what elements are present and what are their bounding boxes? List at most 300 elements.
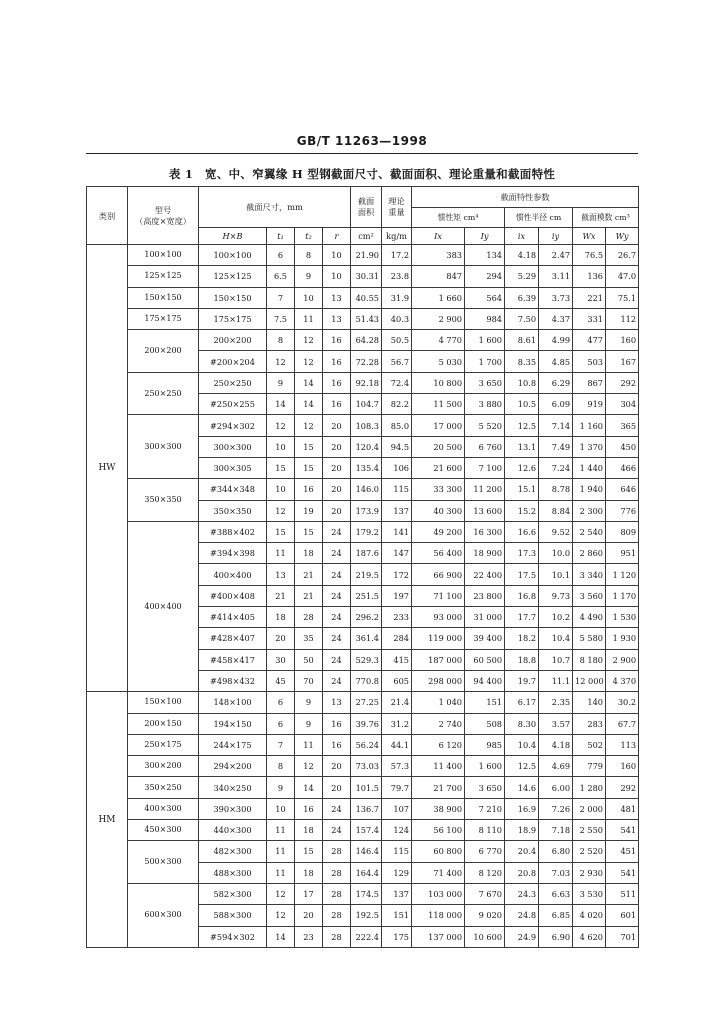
cell-Wx: 221 [573, 287, 606, 308]
cell-iy: 7.24 [539, 457, 573, 478]
cell-Wy: 809 [606, 521, 639, 542]
cell-weight: 233 [382, 607, 412, 628]
cell-r: 24 [323, 521, 351, 542]
cell-hb: #388×402 [199, 521, 267, 542]
cell-Wy: 160 [606, 756, 639, 777]
model-cell: 100×100 [128, 245, 199, 266]
cell-t2: 28 [295, 607, 323, 628]
cell-weight: 115 [382, 841, 412, 862]
cell-Wy: 646 [606, 479, 639, 500]
cell-Wy: 365 [606, 415, 639, 436]
cell-hb: 148×100 [199, 692, 267, 713]
cell-r: 20 [323, 436, 351, 457]
cell-ix: 18.8 [505, 649, 539, 670]
cell-weight: 94.5 [382, 436, 412, 457]
cell-weight: 57.3 [382, 756, 412, 777]
cell-Iy: 6 770 [465, 841, 505, 862]
cell-weight: 56.7 [382, 351, 412, 372]
cell-weight: 415 [382, 649, 412, 670]
cell-hb: #414×405 [199, 607, 267, 628]
cell-t1: 20 [267, 628, 295, 649]
cell-r: 16 [323, 713, 351, 734]
cell-Ix: 847 [412, 266, 465, 287]
cell-Wx: 1 940 [573, 479, 606, 500]
cell-hb: #394×398 [199, 543, 267, 564]
cell-t2: 19 [295, 500, 323, 521]
cell-area: 101.5 [351, 777, 382, 798]
cell-t2: 14 [295, 777, 323, 798]
cell-hb: #294×302 [199, 415, 267, 436]
cell-Wx: 331 [573, 308, 606, 329]
cell-Wx: 3 530 [573, 883, 606, 904]
cell-ix: 10.5 [505, 394, 539, 415]
cell-Wx: 2 300 [573, 500, 606, 521]
col-radius: 惯性半径 cm [505, 208, 573, 228]
col-area-unit: cm² [351, 228, 382, 245]
cell-hb: 440×300 [199, 820, 267, 841]
cell-Iy: 13 600 [465, 500, 505, 521]
cell-r: 24 [323, 585, 351, 606]
table-row [87, 692, 639, 713]
cell-Iy: 1 700 [465, 351, 505, 372]
cell-t2: 12 [295, 756, 323, 777]
cell-t2: 10 [295, 287, 323, 308]
table-row [87, 330, 639, 351]
cell-hb: 482×300 [199, 841, 267, 862]
cell-t1: 9 [267, 372, 295, 393]
cell-weight: 151 [382, 905, 412, 926]
cell-iy: 4.69 [539, 756, 573, 777]
model-cell: 200×200 [128, 330, 199, 373]
cell-t1: 21 [267, 585, 295, 606]
model-cell: 350×250 [128, 777, 199, 798]
cell-t1: 6.5 [267, 266, 295, 287]
cell-Ix: 383 [412, 245, 465, 266]
cell-Wy: 292 [606, 777, 639, 798]
cell-Ix: 33 300 [412, 479, 465, 500]
cell-Iy: 9 020 [465, 905, 505, 926]
cell-Wy: 67.7 [606, 713, 639, 734]
cell-Iy: 39 400 [465, 628, 505, 649]
model-cell: 150×150 [128, 287, 199, 308]
cell-Wy: 541 [606, 862, 639, 883]
cell-t1: 12 [267, 415, 295, 436]
cell-iy: 2.35 [539, 692, 573, 713]
cell-Wx: 2 520 [573, 841, 606, 862]
cell-area: 92.18 [351, 372, 382, 393]
cell-Ix: 21 600 [412, 457, 465, 478]
cell-weight: 197 [382, 585, 412, 606]
cell-hb: 588×300 [199, 905, 267, 926]
cell-t2: 12 [295, 415, 323, 436]
cell-Iy: 8 110 [465, 820, 505, 841]
cell-t2: 16 [295, 798, 323, 819]
cell-area: 72.28 [351, 351, 382, 372]
cell-Ix: 119 000 [412, 628, 465, 649]
col-category: 类别 [87, 187, 128, 245]
cell-ix: 17.7 [505, 607, 539, 628]
cell-t2: 16 [295, 479, 323, 500]
cell-ix: 16.6 [505, 521, 539, 542]
table-row [87, 777, 639, 798]
cell-hb: 350×350 [199, 500, 267, 521]
cell-weight: 72.4 [382, 372, 412, 393]
cell-Wx: 3 560 [573, 585, 606, 606]
cell-hb: 150×150 [199, 287, 267, 308]
cell-area: 120.4 [351, 436, 382, 457]
h-steel-spec-table [86, 186, 639, 948]
col-weight: 理论 重量 [382, 187, 412, 228]
cell-t2: 15 [295, 841, 323, 862]
cell-Iy: 60 500 [465, 649, 505, 670]
cell-Wy: 30.2 [606, 692, 639, 713]
cell-hb: #400×408 [199, 585, 267, 606]
cell-iy: 7.26 [539, 798, 573, 819]
table-row [87, 734, 639, 755]
cell-area: 40.55 [351, 287, 382, 308]
cell-area: 173.9 [351, 500, 382, 521]
model-cell: 450×300 [128, 820, 199, 841]
cell-Wy: 511 [606, 883, 639, 904]
cell-area: 136.7 [351, 798, 382, 819]
cell-ix: 4.18 [505, 245, 539, 266]
cell-area: 21.90 [351, 245, 382, 266]
cell-ix: 15.2 [505, 500, 539, 521]
cell-weight: 31.9 [382, 287, 412, 308]
cell-iy: 7.14 [539, 415, 573, 436]
col-section-dims: 截面尺寸，mm [199, 187, 351, 228]
cell-ix: 5.29 [505, 266, 539, 287]
cell-t1: 11 [267, 841, 295, 862]
cell-Wx: 2 540 [573, 521, 606, 542]
cell-Wy: 1 170 [606, 585, 639, 606]
cell-ix: 10.4 [505, 734, 539, 755]
cell-weight: 172 [382, 564, 412, 585]
cell-weight: 284 [382, 628, 412, 649]
cell-r: 24 [323, 543, 351, 564]
cell-ix: 7.50 [505, 308, 539, 329]
cell-area: 174.5 [351, 883, 382, 904]
cell-Ix: 40 300 [412, 500, 465, 521]
cell-t2: 21 [295, 564, 323, 585]
cell-iy: 3.11 [539, 266, 573, 287]
cell-hb: 194×150 [199, 713, 267, 734]
cell-Wy: 113 [606, 734, 639, 755]
cell-area: 251.5 [351, 585, 382, 606]
cell-r: 16 [323, 394, 351, 415]
cell-r: 24 [323, 564, 351, 585]
cell-r: 16 [323, 372, 351, 393]
table-row [87, 245, 639, 266]
cell-Wy: 1 530 [606, 607, 639, 628]
cell-Wx: 140 [573, 692, 606, 713]
cell-t1: 14 [267, 394, 295, 415]
col-Wx: Wx [573, 228, 606, 245]
cell-Ix: 10 800 [412, 372, 465, 393]
cell-iy: 10.0 [539, 543, 573, 564]
cell-Iy: 508 [465, 713, 505, 734]
cell-weight: 115 [382, 479, 412, 500]
cell-weight: 85.0 [382, 415, 412, 436]
cell-iy: 4.85 [539, 351, 573, 372]
cell-r: 28 [323, 905, 351, 926]
cell-area: 56.24 [351, 734, 382, 755]
cell-Wy: 4 370 [606, 670, 639, 691]
cell-t2: 50 [295, 649, 323, 670]
col-r: r [323, 228, 351, 245]
table-row [87, 308, 639, 329]
cell-t1: 7 [267, 287, 295, 308]
cell-iy: 8.78 [539, 479, 573, 500]
cell-iy: 10.7 [539, 649, 573, 670]
cell-Iy: 22 400 [465, 564, 505, 585]
cell-ix: 14.6 [505, 777, 539, 798]
cell-iy: 7.18 [539, 820, 573, 841]
cell-weight: 106 [382, 457, 412, 478]
cell-Wy: 167 [606, 351, 639, 372]
cell-iy: 10.1 [539, 564, 573, 585]
cell-Wy: 26.7 [606, 245, 639, 266]
cell-Ix: 38 900 [412, 798, 465, 819]
cell-Wy: 1 930 [606, 628, 639, 649]
cell-hb: 340×250 [199, 777, 267, 798]
cell-iy: 3.73 [539, 287, 573, 308]
cell-weight: 175 [382, 926, 412, 947]
cell-Ix: 71 100 [412, 585, 465, 606]
cell-area: 179.2 [351, 521, 382, 542]
cell-Wx: 477 [573, 330, 606, 351]
cell-iy: 4.37 [539, 308, 573, 329]
cell-Ix: 17 000 [412, 415, 465, 436]
cell-t1: 18 [267, 607, 295, 628]
cell-t2: 17 [295, 883, 323, 904]
table-row [87, 287, 639, 308]
cell-t2: 9 [295, 266, 323, 287]
cell-Ix: 56 100 [412, 820, 465, 841]
cell-Iy: 23 800 [465, 585, 505, 606]
cell-Iy: 7 670 [465, 883, 505, 904]
cell-t1: 12 [267, 905, 295, 926]
cell-Wx: 1 280 [573, 777, 606, 798]
category-cell: HM [87, 692, 128, 948]
cell-weight: 82.2 [382, 394, 412, 415]
table-row [87, 713, 639, 734]
cell-Wy: 1 120 [606, 564, 639, 585]
model-cell: 175×175 [128, 308, 199, 329]
cell-t2: 11 [295, 308, 323, 329]
col-hb: H×B [199, 228, 267, 245]
cell-t1: 13 [267, 564, 295, 585]
table-row [87, 415, 639, 436]
cell-t2: 70 [295, 670, 323, 691]
cell-ix: 8.61 [505, 330, 539, 351]
cell-Wx: 76.5 [573, 245, 606, 266]
cell-Ix: 4 770 [412, 330, 465, 351]
cell-area: 529.3 [351, 649, 382, 670]
cell-iy: 6.29 [539, 372, 573, 393]
table-row [87, 798, 639, 819]
cell-r: 20 [323, 415, 351, 436]
cell-t1: 8 [267, 756, 295, 777]
cell-iy: 9.52 [539, 521, 573, 542]
cell-Ix: 5 030 [412, 351, 465, 372]
cell-t1: 12 [267, 351, 295, 372]
cell-r: 24 [323, 820, 351, 841]
cell-Iy: 985 [465, 734, 505, 755]
cell-Ix: 66 900 [412, 564, 465, 585]
col-Iy: Iy [465, 228, 505, 245]
cell-ix: 16.9 [505, 798, 539, 819]
cell-t2: 15 [295, 457, 323, 478]
cell-Iy: 7 100 [465, 457, 505, 478]
cell-weight: 21.4 [382, 692, 412, 713]
cell-Wx: 502 [573, 734, 606, 755]
cell-r: 13 [323, 692, 351, 713]
cell-hb: #594×302 [199, 926, 267, 947]
model-cell: 200×150 [128, 713, 199, 734]
cell-iy: 6.80 [539, 841, 573, 862]
cell-Wx: 136 [573, 266, 606, 287]
cell-t1: 11 [267, 862, 295, 883]
table-body [87, 245, 639, 948]
model-cell: 500×300 [128, 841, 199, 884]
col-weight-unit: kg/m [382, 228, 412, 245]
cell-t1: 7.5 [267, 308, 295, 329]
cell-Wx: 1 440 [573, 457, 606, 478]
cell-Wy: 112 [606, 308, 639, 329]
header-rule [86, 153, 638, 154]
cell-Iy: 7 210 [465, 798, 505, 819]
cell-Ix: 298 000 [412, 670, 465, 691]
cell-t2: 14 [295, 394, 323, 415]
col-model: 型号 （高度×宽度） [128, 187, 199, 245]
cell-Wy: 451 [606, 841, 639, 862]
cell-weight: 31.2 [382, 713, 412, 734]
cell-t1: 6 [267, 692, 295, 713]
cell-Wx: 3 340 [573, 564, 606, 585]
cell-r: 16 [323, 330, 351, 351]
cell-Iy: 11 200 [465, 479, 505, 500]
cell-t2: 9 [295, 692, 323, 713]
model-cell: 400×300 [128, 798, 199, 819]
cell-r: 10 [323, 245, 351, 266]
cell-hb: 582×300 [199, 883, 267, 904]
cell-Ix: 2 900 [412, 308, 465, 329]
cell-Wy: 47.0 [606, 266, 639, 287]
cell-Wx: 2 000 [573, 798, 606, 819]
cell-ix: 10.8 [505, 372, 539, 393]
cell-ix: 15.1 [505, 479, 539, 500]
cell-t1: 12 [267, 883, 295, 904]
cell-Wx: 779 [573, 756, 606, 777]
table-row [87, 372, 639, 393]
table-caption: 表 1 宽、中、窄翼缘 H 型钢截面尺寸、截面面积、理论重量和截面特性 [168, 167, 556, 181]
cell-Ix: 187 000 [412, 649, 465, 670]
cell-iy: 10.2 [539, 607, 573, 628]
cell-ix: 8.30 [505, 713, 539, 734]
cell-Wx: 1 160 [573, 415, 606, 436]
cell-Wx: 1 370 [573, 436, 606, 457]
model-cell: 300×300 [128, 415, 199, 479]
cell-area: 219.5 [351, 564, 382, 585]
cell-t1: 14 [267, 926, 295, 947]
col-t2: t₂ [295, 228, 323, 245]
cell-t1: 15 [267, 457, 295, 478]
cell-area: 192.5 [351, 905, 382, 926]
cell-t1: 15 [267, 521, 295, 542]
cell-t1: 10 [267, 479, 295, 500]
cell-r: 28 [323, 926, 351, 947]
cell-Iy: 134 [465, 245, 505, 266]
cell-ix: 13.1 [505, 436, 539, 457]
cell-Ix: 103 000 [412, 883, 465, 904]
model-cell: 250×250 [128, 372, 199, 415]
cell-r: 10 [323, 266, 351, 287]
cell-iy: 7.03 [539, 862, 573, 883]
cell-r: 13 [323, 308, 351, 329]
cell-hb: 100×100 [199, 245, 267, 266]
cell-weight: 137 [382, 883, 412, 904]
cell-area: 296.2 [351, 607, 382, 628]
cell-t1: 10 [267, 436, 295, 457]
cell-Iy: 6 760 [465, 436, 505, 457]
cell-area: 104.7 [351, 394, 382, 415]
col-iy: iy [539, 228, 573, 245]
cell-hb: 390×300 [199, 798, 267, 819]
cell-ix: 20.4 [505, 841, 539, 862]
cell-ix: 18.2 [505, 628, 539, 649]
cell-Wy: 160 [606, 330, 639, 351]
cell-area: 108.3 [351, 415, 382, 436]
cell-r: 20 [323, 756, 351, 777]
model-cell: 400×400 [128, 521, 199, 691]
cell-t1: 8 [267, 330, 295, 351]
cell-Wy: 75.1 [606, 287, 639, 308]
cell-Wx: 4 020 [573, 905, 606, 926]
cell-t1: 6 [267, 245, 295, 266]
col-Ix: Ix [412, 228, 465, 245]
cell-Iy: 1 600 [465, 330, 505, 351]
cell-Ix: 60 800 [412, 841, 465, 862]
cell-ix: 6.17 [505, 692, 539, 713]
cell-area: 64.28 [351, 330, 382, 351]
cell-iy: 6.09 [539, 394, 573, 415]
cell-Iy: 18 900 [465, 543, 505, 564]
cell-hb: 300×300 [199, 436, 267, 457]
cell-area: 30.31 [351, 266, 382, 287]
cell-weight: 17.2 [382, 245, 412, 266]
cell-iy: 10.4 [539, 628, 573, 649]
cell-hb: 400×400 [199, 564, 267, 585]
cell-Wy: 292 [606, 372, 639, 393]
table-row [87, 479, 639, 500]
cell-r: 24 [323, 798, 351, 819]
cell-Ix: 137 000 [412, 926, 465, 947]
cell-weight: 124 [382, 820, 412, 841]
cell-area: 27.25 [351, 692, 382, 713]
cell-hb: 300×305 [199, 457, 267, 478]
model-cell: 250×175 [128, 734, 199, 755]
cell-ix: 12.5 [505, 756, 539, 777]
cell-hb: 200×200 [199, 330, 267, 351]
cell-weight: 129 [382, 862, 412, 883]
cell-iy: 6.85 [539, 905, 573, 926]
cell-r: 24 [323, 628, 351, 649]
cell-ix: 8.35 [505, 351, 539, 372]
cell-ix: 24.9 [505, 926, 539, 947]
cell-Wx: 4 490 [573, 607, 606, 628]
cell-Wx: 4 620 [573, 926, 606, 947]
